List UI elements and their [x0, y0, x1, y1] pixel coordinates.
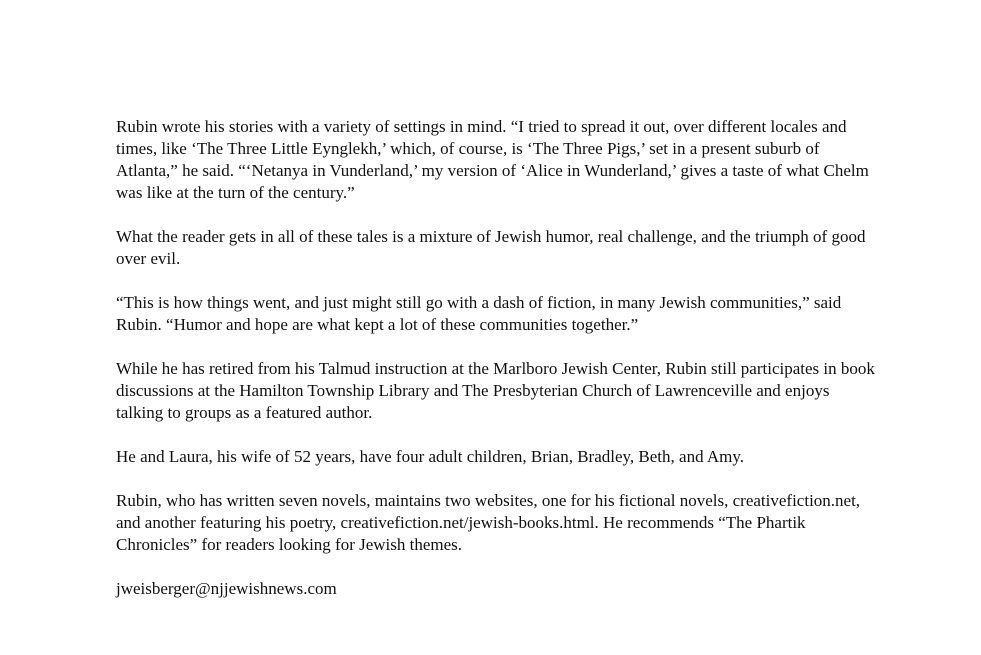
paragraph-novels: Rubin, who has written seven novels, maintains two websites, one for his fictional novels, creativefiction.net, and another featuring his poetry, creativefiction.net/jewish-books.html. He recommends “The Phartik Chronicles” for readers looking for Jewish themes. [116, 491, 861, 554]
paragraph-humor-quote: “This is how things went, and just might still go with a dash of fiction, in many Jewish communities,” said Rubin. “Humor and hope are what kept a lot of these communities together.” [116, 293, 842, 334]
paragraph-reader-gets: What the reader gets in all of these tales is a mixture of Jewish humor, real challenge, and the triumph of good over evil. [116, 227, 866, 268]
paragraph-retired: While he has retired from his Talmud instruction at the Marlboro Jewish Center, Rubin still participates in book discussions at the Hamilton Township Library and The Presbyterian Church of Lawrenceville and enjoys talking to groups as a featured author. [116, 359, 875, 422]
author-email: jweisberger@njjewishnews.com [116, 579, 337, 598]
paragraph-family: He and Laura, his wife of 52 years, have four adult children, Brian, Bradley, Beth, and Amy. [116, 447, 745, 466]
paragraph-settings: Rubin wrote his stories with a variety of settings in mind. “I tried to spread it out, over different locales and times, like ‘The Three Little Eynglekh,’ which, of course, is ‘The Three Pigs,’ set in a present suburb of Atlanta,” he said. “‘Netanya in Vunderland,’ my version of ‘Alice in Wunderland,’ gives a taste of what Chelm was like at the turn of the century.” [116, 117, 869, 202]
article-body [116, 116, 876, 600]
